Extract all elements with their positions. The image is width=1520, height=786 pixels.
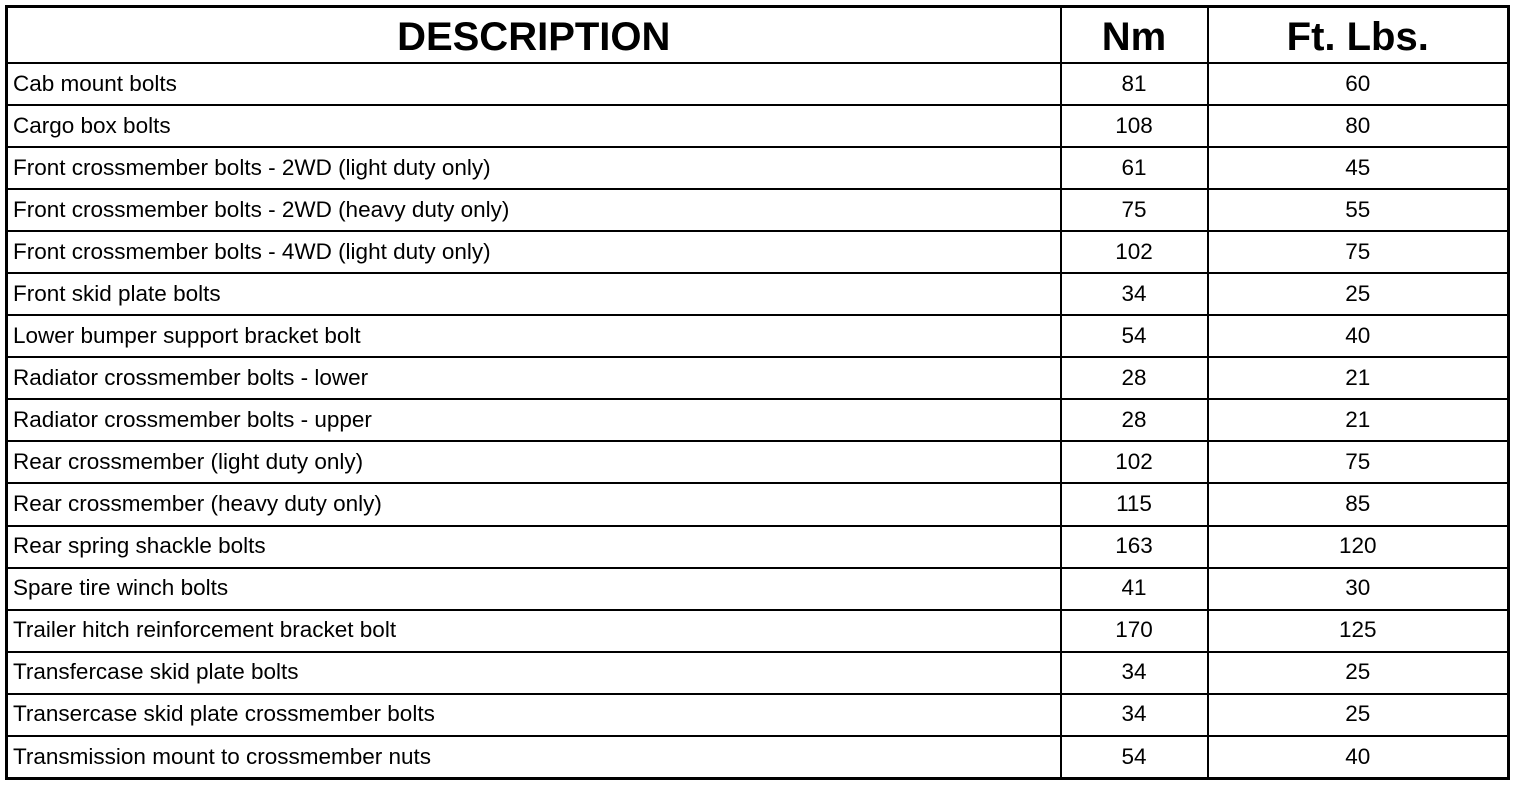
table-body bbox=[7, 63, 1509, 779]
cell-nm: 28 bbox=[1061, 357, 1208, 399]
cell-ftlbs: 85 bbox=[1208, 483, 1509, 525]
cell-nm: 81 bbox=[1061, 63, 1208, 105]
cell-ftlbs: 75 bbox=[1208, 231, 1509, 273]
cell-description: Front crossmember bolts - 2WD (heavy duty only) bbox=[7, 189, 1061, 231]
table-row bbox=[7, 189, 1509, 231]
table-row bbox=[7, 652, 1509, 694]
cell-nm: 34 bbox=[1061, 694, 1208, 736]
table-row bbox=[7, 315, 1509, 357]
cell-description: Spare tire winch bolts bbox=[7, 568, 1061, 610]
cell-ftlbs: 25 bbox=[1208, 652, 1509, 694]
cell-nm: 54 bbox=[1061, 315, 1208, 357]
cell-ftlbs: 55 bbox=[1208, 189, 1509, 231]
table-row bbox=[7, 441, 1509, 483]
table-header bbox=[7, 7, 1509, 64]
cell-description: Front skid plate bolts bbox=[7, 273, 1061, 315]
cell-description: Rear spring shackle bolts bbox=[7, 526, 1061, 568]
header-nm: Nm bbox=[1061, 7, 1208, 64]
table-row bbox=[7, 357, 1509, 399]
table-row bbox=[7, 694, 1509, 736]
cell-description: Cab mount bolts bbox=[7, 63, 1061, 105]
cell-nm: 115 bbox=[1061, 483, 1208, 525]
cell-description: Rear crossmember (light duty only) bbox=[7, 441, 1061, 483]
table-row bbox=[7, 273, 1509, 315]
cell-nm: 170 bbox=[1061, 610, 1208, 652]
cell-ftlbs: 40 bbox=[1208, 315, 1509, 357]
cell-nm: 75 bbox=[1061, 189, 1208, 231]
cell-description: Transmission mount to crossmember nuts bbox=[7, 736, 1061, 779]
cell-ftlbs: 21 bbox=[1208, 399, 1509, 441]
cell-nm: 108 bbox=[1061, 105, 1208, 147]
header-row bbox=[7, 7, 1509, 64]
cell-description: Trailer hitch reinforcement bracket bolt bbox=[7, 610, 1061, 652]
cell-ftlbs: 21 bbox=[1208, 357, 1509, 399]
cell-ftlbs: 25 bbox=[1208, 694, 1509, 736]
table-row bbox=[7, 231, 1509, 273]
cell-description: Transercase skid plate crossmember bolts bbox=[7, 694, 1061, 736]
cell-ftlbs: 60 bbox=[1208, 63, 1509, 105]
cell-ftlbs: 40 bbox=[1208, 736, 1509, 779]
table-row bbox=[7, 610, 1509, 652]
table-row bbox=[7, 63, 1509, 105]
table-row bbox=[7, 399, 1509, 441]
cell-nm: 163 bbox=[1061, 526, 1208, 568]
cell-description: Rear crossmember (heavy duty only) bbox=[7, 483, 1061, 525]
header-description: DESCRIPTION bbox=[7, 7, 1061, 64]
cell-description: Transfercase skid plate bolts bbox=[7, 652, 1061, 694]
cell-description: Lower bumper support bracket bolt bbox=[7, 315, 1061, 357]
cell-description: Front crossmember bolts - 4WD (light duty only) bbox=[7, 231, 1061, 273]
table-row bbox=[7, 526, 1509, 568]
table-row bbox=[7, 483, 1509, 525]
cell-nm: 102 bbox=[1061, 441, 1208, 483]
cell-nm: 41 bbox=[1061, 568, 1208, 610]
cell-ftlbs: 120 bbox=[1208, 526, 1509, 568]
torque-spec-table bbox=[5, 5, 1510, 780]
cell-nm: 54 bbox=[1061, 736, 1208, 779]
cell-description: Front crossmember bolts - 2WD (light duty only) bbox=[7, 147, 1061, 189]
table-row bbox=[7, 105, 1509, 147]
cell-description: Cargo box bolts bbox=[7, 105, 1061, 147]
table-row bbox=[7, 147, 1509, 189]
cell-nm: 34 bbox=[1061, 652, 1208, 694]
header-ftlbs: Ft. Lbs. bbox=[1208, 7, 1509, 64]
table-row bbox=[7, 568, 1509, 610]
cell-ftlbs: 30 bbox=[1208, 568, 1509, 610]
cell-nm: 34 bbox=[1061, 273, 1208, 315]
cell-description: Radiator crossmember bolts - lower bbox=[7, 357, 1061, 399]
cell-nm: 61 bbox=[1061, 147, 1208, 189]
cell-ftlbs: 45 bbox=[1208, 147, 1509, 189]
cell-ftlbs: 25 bbox=[1208, 273, 1509, 315]
cell-description: Radiator crossmember bolts - upper bbox=[7, 399, 1061, 441]
cell-ftlbs: 80 bbox=[1208, 105, 1509, 147]
cell-ftlbs: 75 bbox=[1208, 441, 1509, 483]
cell-nm: 28 bbox=[1061, 399, 1208, 441]
cell-nm: 102 bbox=[1061, 231, 1208, 273]
table-row bbox=[7, 736, 1509, 779]
cell-ftlbs: 125 bbox=[1208, 610, 1509, 652]
